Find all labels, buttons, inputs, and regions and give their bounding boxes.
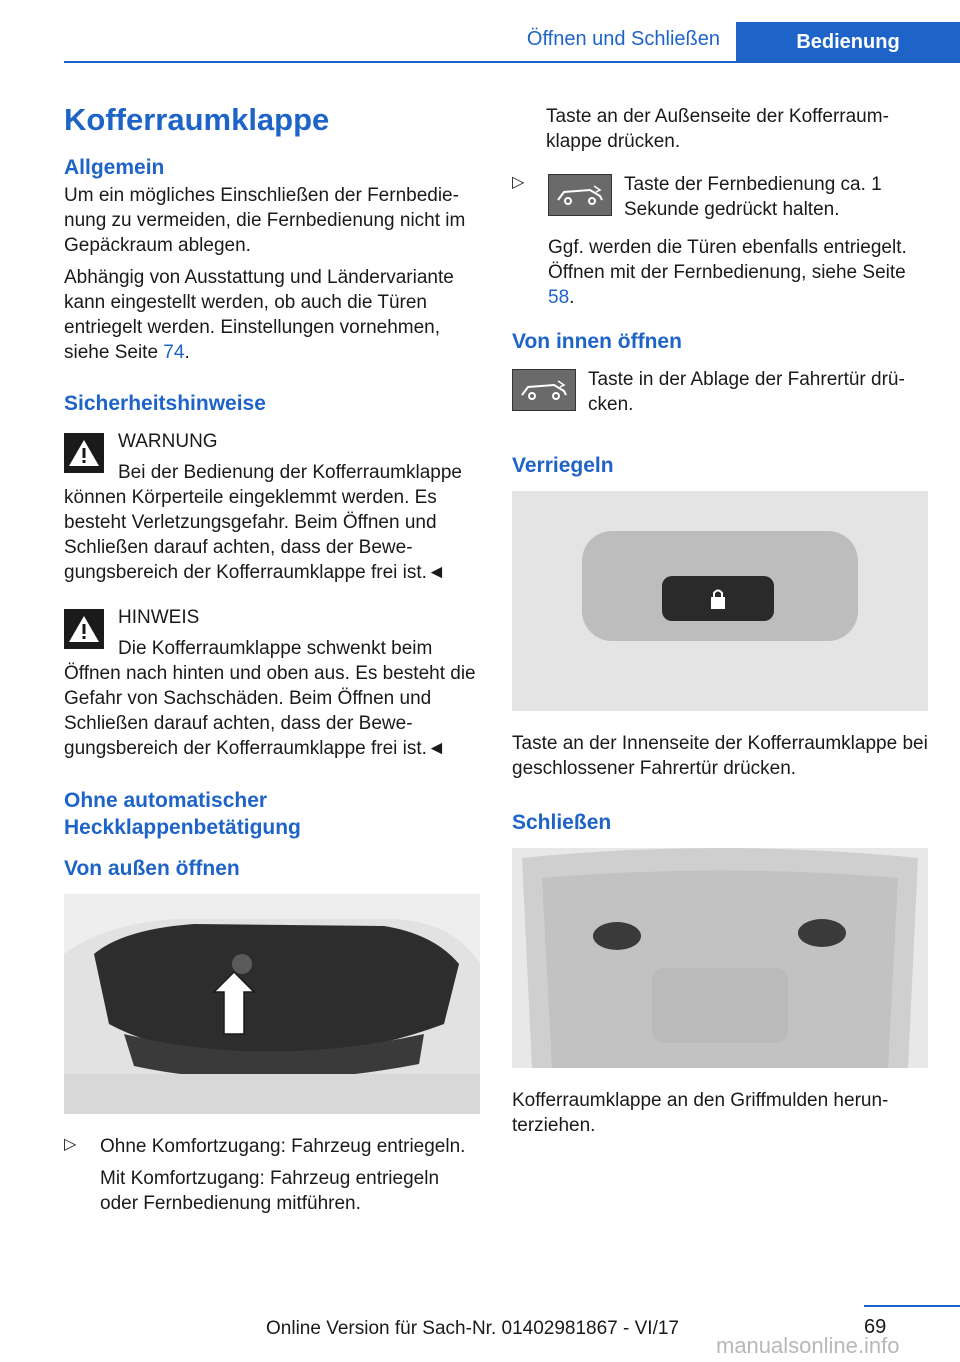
bullet-text-ohne-komfort: Ohne Komfortzugang: Fahrzeug entriegeln. xyxy=(100,1136,466,1157)
page-number: 69 xyxy=(864,1316,887,1338)
bullet-text-fernbedienung: Taste der Fernbedienung ca. 1 Sekunde gedrückt halten. xyxy=(624,174,882,220)
heading-von-innen-oeffnen: Von innen öffnen xyxy=(512,330,682,353)
footer-rule xyxy=(864,1305,960,1307)
trunk-key-icon xyxy=(548,174,612,216)
paragraph-verriegeln: Taste an der Innenseite der Kofferraumklappe bei geschlossener Fahrertür drücken. xyxy=(512,733,928,779)
list-item xyxy=(512,172,928,310)
heading-schliessen: Schließen xyxy=(512,811,612,834)
heading-sicherheitshinweise: Sicherheitshinweise xyxy=(64,392,266,415)
header-tab-bedienung: Bedienung xyxy=(736,22,960,63)
page-link-74[interactable]: 74 xyxy=(163,342,185,363)
bullet-text-mit-komfort: Mit Komfortzugang: Fahrzeug entriegeln oder Fernbedienung mitführen. xyxy=(100,1168,440,1214)
notice-label: HINWEIS xyxy=(118,607,200,628)
warning-label: WARNUNG xyxy=(118,431,218,452)
heading-verriegeln: Verriegeln xyxy=(512,454,614,477)
trunk-key-icon xyxy=(512,369,576,411)
paragraph-ausstattung: Abhängig von Ausstattung und Ländervariante kann eingestellt werden, ob auch die Türen entriegelt werden. Einstellungen vornehmen, siehe Seite 74. xyxy=(64,267,454,363)
heading-von-aussen-oeffnen: Von außen öffnen xyxy=(64,857,240,880)
list-item xyxy=(64,1134,480,1216)
warning-text: Bei der Bedienung der Kofferraumklappe können Körperteile eingeklemmt werden. Es besteht Verletzungsgefahr. Beim Öffnen und Schließen darauf achten, dass der Bewegungsbereich der Kofferraumklappe frei ist.◄ xyxy=(64,462,462,583)
bullet-triangle-icon: ▷ xyxy=(512,174,525,191)
innen-row xyxy=(512,367,928,424)
notice-text: Die Kofferraumklappe schwenkt beim Öffnen nach hinten und oben aus. Es besteht die Gefahr von Sachschäden. Beim Öffnen und Schließen darauf achten, dass der Bewegungsbereich der Kofferraumklappe frei ist.◄ xyxy=(64,638,476,759)
heading-allgemein: Allgemein xyxy=(64,156,165,179)
warning-block xyxy=(64,429,480,585)
header-section-title: Öffnen und Schließen xyxy=(526,28,720,50)
paragraph-ggf-tueren: Ggf. werden die Türen ebenfalls entriegelt. Öffnen mit der Fernbedienung, siehe Seite 58. xyxy=(548,237,907,308)
online-version-note: Online Version für Sach-Nr. 01402981867 - VI/17 xyxy=(266,1318,679,1339)
right-column xyxy=(512,104,928,1145)
left-column xyxy=(64,100,480,1223)
bullet-triangle-icon: ▷ xyxy=(64,1136,77,1153)
heading-ohne-automatischer: Ohne automatischer Heckklappenbetätigung xyxy=(64,789,301,839)
notice-block xyxy=(64,605,480,761)
warning-triangle-icon xyxy=(64,433,104,473)
warning-triangle-icon xyxy=(64,609,104,649)
watermark: manualsonline.info xyxy=(716,1333,900,1358)
page-title: Kofferraumklappe xyxy=(64,102,330,137)
page-link-58[interactable]: 58 xyxy=(548,287,570,308)
innen-text: Taste in der Ablage der Fahrertür drücken. xyxy=(588,369,905,415)
trunk-exterior-photo xyxy=(64,894,480,1114)
trunk-interior-photo xyxy=(512,848,928,1068)
header-rule xyxy=(64,61,960,63)
paragraph-taste-aussen: Taste an der Außenseite der Kofferraumklappe drücken. xyxy=(546,106,889,152)
paragraph-schliessen: Kofferraumklappe an den Griffmulden herunterziehen. xyxy=(512,1090,889,1136)
paragraph-fernbedienung: Um ein mögliches Einschließen der Fernbedienung zu vermeiden, die Fernbedienung nicht im Gepäckraum ablegen. xyxy=(64,185,466,256)
lock-button-photo xyxy=(512,491,928,711)
